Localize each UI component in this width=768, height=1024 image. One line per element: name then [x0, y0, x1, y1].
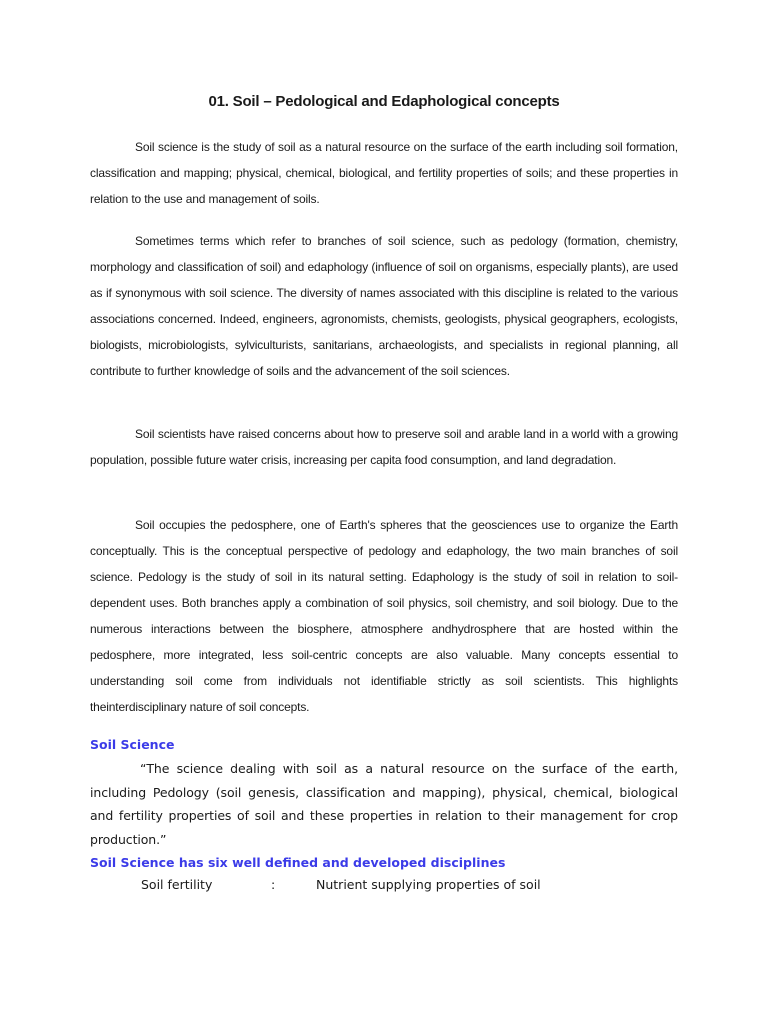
- definition-quote: “The science dealing with soil as a natural resource on the surface of the earth, including Pedology (soil genesis, classification and mapping), physical, chemical, biological and fertility properties of soil and these properties in relation to their management for crop production.”: [90, 761, 678, 847]
- page-title: 01. Soil – Pedological and Edaphological concepts: [208, 93, 560, 110]
- paragraph-concerns: Soil scientists have raised concerns about how to preserve soil and arable land in a world with a growing population, possible future water crisis, increasing per capita food consumption, and land degradation.: [90, 427, 678, 467]
- discipline-name: Soil fertility: [141, 877, 213, 892]
- discipline-row: [0, 877, 768, 899]
- discipline-description: Nutrient supplying properties of soil: [316, 877, 541, 892]
- discipline-separator: :: [271, 877, 276, 892]
- paragraph-intro: Soil science is the study of soil as a natural resource on the surface of the earth including soil formation, classification and mapping; physical, chemical, biological, and fertility properties of soils; and these properties in relation to the use and management of soils.: [90, 140, 678, 206]
- section-heading-soil-science: Soil Science: [90, 737, 175, 752]
- section-heading-disciplines: Soil Science has six well defined and developed disciplines: [90, 855, 506, 870]
- paragraph-pedosphere: Soil occupies the pedosphere, one of Earth's spheres that the geosciences use to organize the Earth conceptually. This is the conceptual perspective of pedology and edaphology, the two main branches of soil science. Pedology is the study of soil in its natural setting. Edaphology is the study of soil in relation to soil-dependent uses. Both branches apply a combination of soil physics, soil chemistry, and soil biology. Due to the numerous interactions between the biosphere, atmosphere andhydrosphere that are hosted within the pedosphere, more integrated, less soil-centric concepts are also valuable. Many concepts essential to understanding soil come from individuals not identifiable strictly as soil scientists. This highlights theinterdisciplinary nature of soil concepts.: [90, 518, 678, 714]
- paragraph-branches: Sometimes terms which refer to branches of soil science, such as pedology (formation, chemistry, morphology and classification of soil) and edaphology (influence of soil on organisms, especially plants), are used as if synonymous with soil science. The diversity of names associated with this discipline is related to the various associations concerned. Indeed, engineers, agronomists, chemists, geologists, physical geographers, ecologists, biologists, microbiologists, sylviculturists, sanitarians, archaeologists, and specialists in regional planning, all contribute to further knowledge of soils and the advancement of the soil sciences.: [90, 234, 678, 378]
